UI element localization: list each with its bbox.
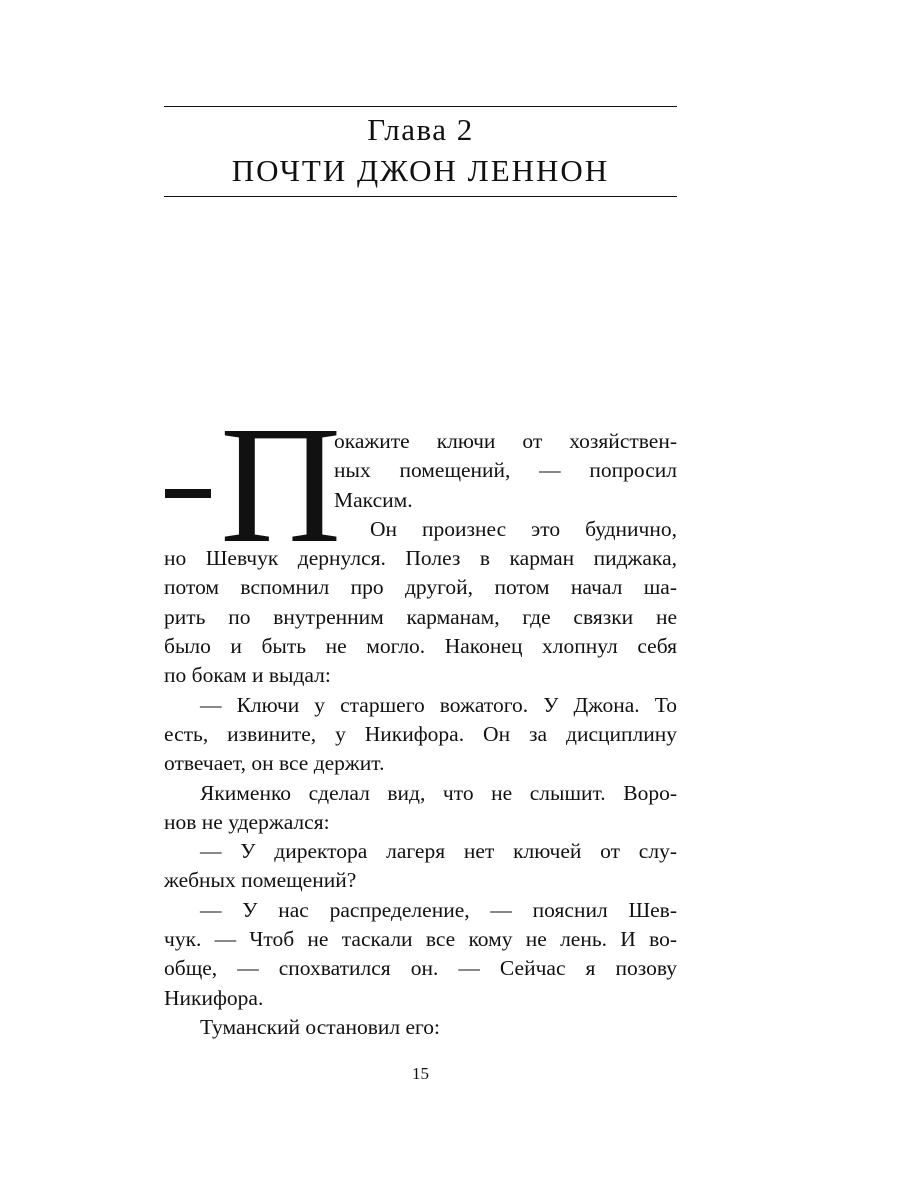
text-line: — Ключи у старшего вожатого. У Джона. То	[200, 692, 677, 717]
chapter-header-bottom-rule	[164, 196, 677, 197]
text-line: — У нас распределение, — пояснил Шев-	[200, 897, 677, 922]
text-line: потом вспомнил про другой, потом начал ша-	[164, 575, 677, 600]
text-line: чук. — Чтоб не таскали все кому не лень. И во-	[164, 927, 677, 952]
text-line: было и быть не могло. Наконец хлопнул себя	[164, 634, 677, 659]
text-line: рить по внутренним карманам, где связки не	[164, 604, 677, 629]
chapter-number: Глава 2	[367, 112, 474, 147]
text-line: Туманский остановил его:	[200, 1014, 441, 1039]
dropcap-letter: П	[220, 392, 342, 578]
text-line: ных помещений, — попросил	[334, 458, 677, 483]
text-line: Он произнес это буднично,	[370, 516, 677, 541]
text-line: обще, — спохватился он. — Сейчас я позову	[164, 956, 677, 981]
chapter-title: ПОЧТИ ДЖОН ЛЕННОН	[231, 153, 610, 188]
page-number: 15	[412, 1064, 429, 1083]
body-text	[164, 427, 677, 1042]
text-line: Никифора.	[164, 985, 264, 1010]
text-line: но Шевчук дернулся. Полез в карман пиджака,	[164, 546, 677, 571]
text-line: нов не удержался:	[164, 809, 330, 834]
text-line: по бокам и выдал:	[164, 663, 331, 688]
text-line: есть, извините, у Никифора. Он за дисциплину	[164, 721, 677, 746]
text-line: — У директора лагеря нет ключей от слу-	[200, 839, 677, 864]
text-line: жебных помещений?	[164, 868, 357, 893]
chapter-header-top-rule	[164, 106, 677, 107]
text-line: Максим.	[334, 487, 413, 512]
text-line: Якименко сделал вид, что не слышит. Воро-	[200, 780, 677, 805]
text-line: отвечает, он все держит.	[164, 751, 385, 776]
text-line: окажите ключи от хозяйствен-	[334, 429, 677, 453]
